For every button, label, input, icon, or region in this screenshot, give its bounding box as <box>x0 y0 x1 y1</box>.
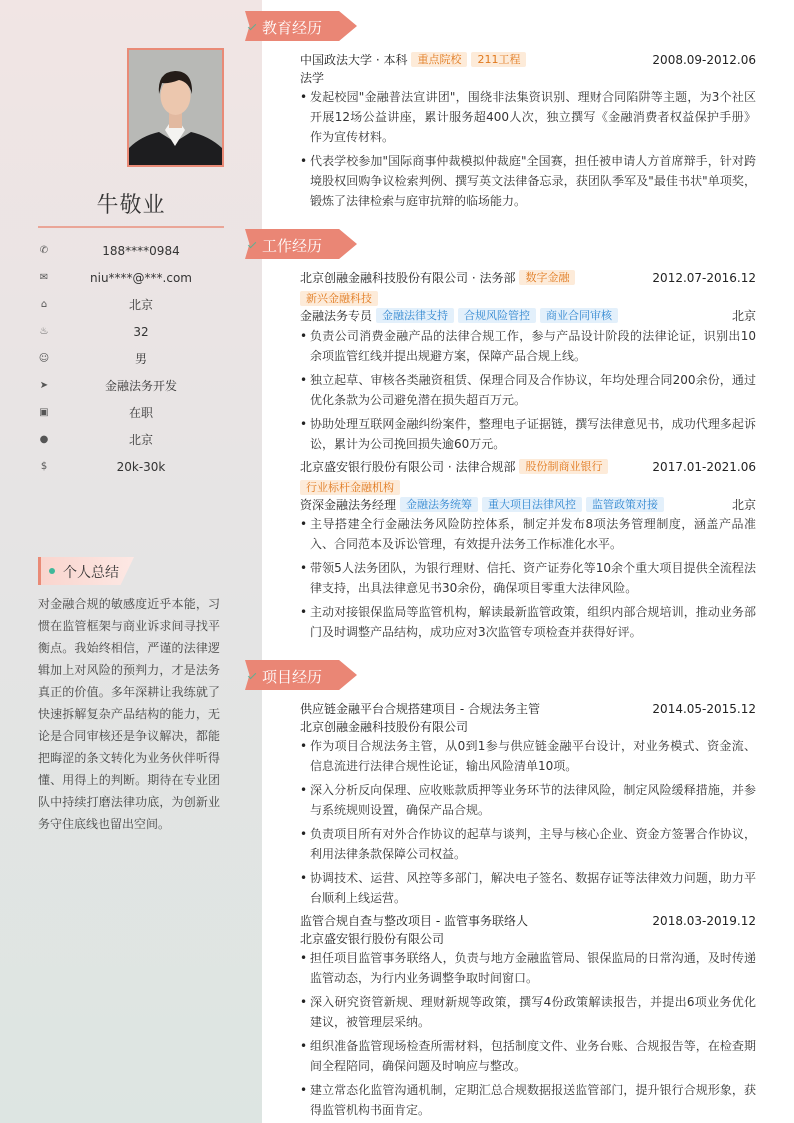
info-target-job-text: 金融法务开发 <box>104 379 177 393</box>
info-email <box>38 269 224 289</box>
list-item: • 主动对接银保监局等监管机构，解读最新监管政策，组织内部合规培训，推动业务部门及时调整产品结构，成功应对3次监管专项检查并获得好评。 <box>300 602 756 642</box>
info-home <box>38 296 224 316</box>
job-role: 金融法务专员 <box>300 309 373 323</box>
gender-icon: ☺ <box>38 353 50 364</box>
education-heading <box>245 11 357 41</box>
info-home-text: 北京 <box>128 298 153 312</box>
list-item: • 发起校园"金融普法宣讲团"，围绕非法集资识别、理财合同陷阱等主题，为3个社区开展12场公益讲座，累计服务超400人次，独立撰写《金融消费者权益保护手册》作为宣传材料。 <box>300 87 756 147</box>
list-item: • 带领5人法务团队，为银行理财、信托、资产证券化等10余个重大项目提供全流程法律支持，出具法律意见书30余份，确保项目零重大法律风险。 <box>300 558 756 598</box>
info-phone <box>38 242 224 262</box>
project-bullets <box>300 948 756 1123</box>
project-row <box>300 912 756 930</box>
info-phone-text: 188****0984 <box>102 244 180 258</box>
location-icon: ● <box>39 434 49 445</box>
role-tag: 金融法律支持 <box>376 308 454 323</box>
company-tag: 股份制商业银行 <box>519 459 608 474</box>
education-major: 法学 <box>300 71 325 85</box>
project-name: 供应链金融平台合规搭建项目 - 合规法务主管 <box>300 702 540 716</box>
job-company-row <box>300 269 756 287</box>
job-period: 2012.07-2016.12 <box>652 271 756 285</box>
project-name: 监管合规自查与整改项目 - 监管事务联络人 <box>300 914 528 928</box>
name-divider <box>38 226 224 228</box>
job-bullets <box>300 326 756 458</box>
school-tag: 211工程 <box>471 52 526 67</box>
info-status-text: 在职 <box>128 406 153 420</box>
school-name: 中国政法大学 · 本科 <box>300 53 408 67</box>
cake-icon: ♨ <box>39 326 49 337</box>
list-item: • 负责项目所有对外合作协议的起草与谈判，主导与核心企业、资金方签署合作协议，利用法律条款保障公司权益。 <box>300 824 756 864</box>
info-salary-text: 20k-30k <box>116 460 166 474</box>
list-item: • 协助处理互联网金融纠纷案件，整理电子证据链，撰写法律意见书，成功代理多起诉讼，累计为公司挽回损失逾60万元。 <box>300 414 756 454</box>
project-bullets <box>300 736 756 912</box>
bullet-dot-icon <box>49 568 55 574</box>
job-period: 2017.01-2021.06 <box>652 460 756 474</box>
role-tag: 商业合同审核 <box>540 308 618 323</box>
profile-photo <box>127 48 224 167</box>
project-period: 2018.03-2019.12 <box>652 914 756 928</box>
job-company-row-wrap <box>300 290 756 308</box>
education-title: 教育经历 <box>262 19 323 37</box>
project-title: 项目经历 <box>262 668 323 686</box>
job-company-row-wrap <box>300 479 756 497</box>
info-location <box>38 431 224 451</box>
list-item: • 协调技术、运营、风控等多部门，解决电子签名、数据存证等法律效力问题，助力平台顺利上线运营。 <box>300 868 756 908</box>
mail-icon: ✉ <box>39 272 49 283</box>
info-gender-text: 男 <box>134 352 147 366</box>
info-age-text: 32 <box>133 325 149 339</box>
list-item: • 深入分析反向保理、应收账款质押等业务环节的法律风险，制定风险缓释措施，并参与系统规则设置，确保产品合规。 <box>300 780 756 820</box>
list-item: • 独立起草、审核各类融资租赁、保理合同及合作协议，年均处理合同200余份，通过优化条款为公司避免潜在损失超百万元。 <box>300 370 756 410</box>
job-role-row <box>300 496 756 514</box>
list-item: • 作为项目合规法务主管，从0到1参与供应链金融平台设计，对业务模式、资金流、信息流进行法律合规性论证，输出风险清单10项。 <box>300 736 756 776</box>
info-salary <box>38 458 224 478</box>
list-item: • 建立常态化监管沟通机制，定期汇总合规数据报送监管部门，提升银行合规形象，获得监管机构书面肯定。 <box>300 1080 756 1120</box>
info-age <box>38 323 224 343</box>
project-org: 北京创融金融科技股份有限公司 <box>300 720 469 734</box>
job-city: 北京 <box>731 309 756 323</box>
job-bullets <box>300 514 756 646</box>
education-period: 2008.09-2012.06 <box>652 53 756 67</box>
list-item: • 担任项目监管事务联络人，负责与地方金融监管局、银保监局的日常沟通，及时传递监管动态，为行内业务调整争取时间窗口。 <box>300 948 756 988</box>
list-item: • 主导搭建全行金融法务风险防控体系，制定并发布8项法务管理制度，涵盖产品准入、合同范本及诉讼管理，有效提升法务工作标准化水平。 <box>300 514 756 554</box>
job-company: 北京创融金融科技股份有限公司 · 法务部 <box>300 271 516 285</box>
candidate-name: 牛敬业 <box>96 193 166 218</box>
info-location-text: 北京 <box>128 433 153 447</box>
info-target-job <box>38 377 224 397</box>
project-org: 北京盛安银行股份有限公司 <box>300 932 445 946</box>
work-heading <box>245 229 357 259</box>
summary-text: 对金融合规的敏感度近乎本能，习惯在监管框架与商业诉求间寻找平衡点。我始终相信，严谨的法律逻辑加上对风险的预判力，才是法务真正的价值。多年深耕让我练就了快速拆解复杂产品结构的能力，无论是合同审核还是争议解决，都能把晦涩的条文转化为业务伙伴听得懂、用得上的判断。期待在专业团队中持续打磨法律功底，为创新业务守住底线也留出空间。 <box>38 597 220 831</box>
work-title: 工作经历 <box>262 237 323 255</box>
job-company: 北京盛安银行股份有限公司 · 法律合规部 <box>300 460 516 474</box>
project-heading <box>245 660 357 690</box>
role-tag: 合规风险管控 <box>458 308 536 323</box>
home-icon: ⌂ <box>40 299 48 310</box>
role-tag: 监管政策对接 <box>586 497 664 512</box>
company-tag: 行业标杆金融机构 <box>300 480 400 495</box>
project-row <box>300 700 756 718</box>
list-item: • 代表学校参加"国际商事仲裁模拟仲裁庭"全国赛，担任被申请人方首席辩手，针对跨境股权回购争议检索判例、撰写英文法律备忘录，获团队季军及"最佳书状"单项奖，锻炼了法律检索与庭审抗辩的临场能力。 <box>300 151 756 211</box>
school-tag: 重点院校 <box>411 52 467 67</box>
summary-title: 个人总结 <box>63 565 119 581</box>
project-period: 2014.05-2015.12 <box>652 702 756 716</box>
list-item: • 组织准备监管现场检查所需材料，包括制度文件、业务台账、合规报告等，在检查期间全程陪同，确保问题及时响应与整改。 <box>300 1036 756 1076</box>
info-status <box>38 404 224 424</box>
job-role-row <box>300 307 756 325</box>
salary-icon: $ <box>40 461 48 472</box>
list-item: • 负责公司消费金融产品的法律合规工作，参与产品设计阶段的法律论证，识别出10余项监管红线并提出规避方案，保障产品合规上线。 <box>300 326 756 366</box>
job-company-row <box>300 458 756 476</box>
send-icon: ➤ <box>39 380 49 391</box>
list-item: • 深入研究资管新规、理财新规等政策，撰写4份政策解读报告，并提出6项业务优化建议，被管理层采纳。 <box>300 992 756 1032</box>
phone-icon: ✆ <box>39 245 49 256</box>
role-tag: 重大项目法律风控 <box>482 497 582 512</box>
education-row <box>300 51 756 69</box>
briefcase-icon: ▣ <box>39 407 49 418</box>
role-tag: 金融法务统筹 <box>400 497 478 512</box>
company-tag: 数字金融 <box>519 270 575 285</box>
job-role: 资深金融法务经理 <box>300 498 397 512</box>
info-gender <box>38 350 224 370</box>
company-tag: 新兴金融科技 <box>300 291 378 306</box>
info-email-text: niu****@***.com <box>90 271 192 285</box>
education-bullets <box>300 87 756 215</box>
job-city: 北京 <box>731 498 756 512</box>
summary-heading <box>38 557 134 585</box>
